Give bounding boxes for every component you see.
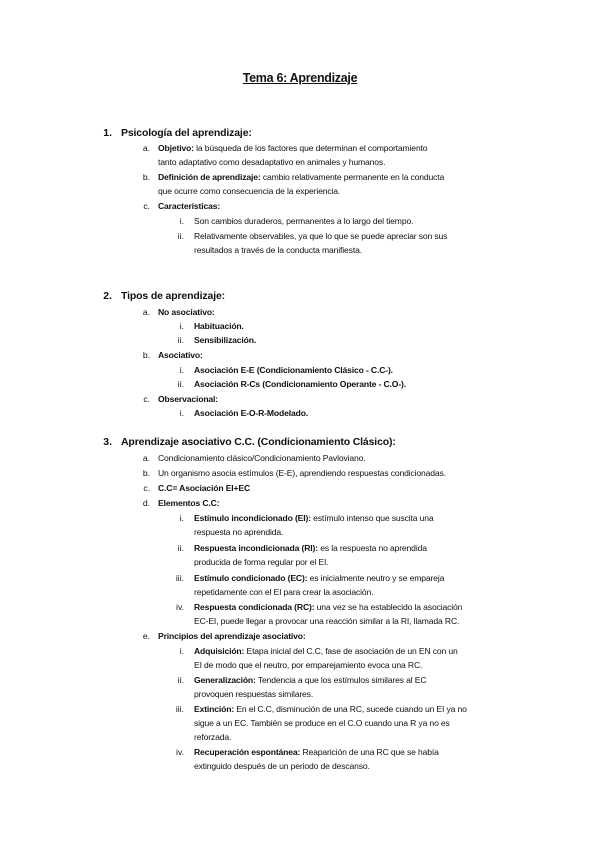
section-heading: Tipos de aprendizaje: [121,290,226,302]
section-number: 2. [103,290,112,302]
item-text: Reaparición de una RC que se había [300,747,439,757]
item-text: es la respuesta no aprendida [317,543,427,553]
list-marker: i. [179,646,184,656]
list-item [194,571,444,585]
item-text: cambio relativamente permanente en la conducta [260,172,445,182]
section-heading: Aprendizaje asociativo C.C. (Condicionamiento Clásico): [121,436,396,448]
item-text: EI de modo que el neutro, por emparejamiento evoca una RC. [194,660,423,670]
list-marker: ii. [177,379,184,389]
list-marker: c. [143,201,150,211]
list-item [158,170,444,184]
list-marker: ii. [177,335,184,345]
list-item [194,644,458,658]
list-marker: ii. [177,675,184,685]
list-marker: i. [179,321,184,331]
item-text: Habituación. [194,321,244,331]
section-number: 3. [103,436,112,448]
item-label: Asociativo: [158,350,203,360]
item-label: Observacional: [158,394,218,404]
item-label: Adquisición: [194,646,245,656]
item-text: respuesta no aprendida. [194,527,284,537]
item-text: Condicionamiento clásico/Condicionamiento Pavloviano. [158,453,366,463]
section-number: 1. [103,127,112,139]
list-marker: c. [143,483,150,493]
item-text: es inicialmente neutro y se empareja [307,573,445,583]
list-marker: i. [179,408,184,418]
item-label: Estímulo incondicionado (EI): [194,513,311,523]
item-text: Sensibilización. [194,335,257,345]
item-text: Etapa inicial del C.C, fase de asociación de un EN con un [244,646,458,656]
item-text: Asociación E-O-R-Modelado. [194,408,309,418]
item-text: la búsqueda de los factores que determinan el comportamiento [193,143,428,153]
item-text: provoquen respuestas similares. [194,689,314,699]
list-marker: b. [142,350,150,360]
list-marker: a. [142,143,150,153]
list-marker: ii. [177,231,184,241]
list-item [194,745,439,759]
list-marker: iii. [175,573,184,583]
list-marker: iv. [176,602,184,612]
item-text: Tendencia a que los estímulos similares al EC [255,675,427,685]
item-text: una vez se ha establecido la asociación [314,602,463,612]
item-text: reforzada. [194,732,232,742]
item-text: resultados a través de la conducta manifiesta. [194,245,362,255]
list-marker: e. [142,631,150,641]
item-text: Un organismo asocia estímulos (E-E), aprendiendo respuestas condicionadas. [158,468,446,478]
list-marker: ii. [177,543,184,553]
item-text: tanto adaptativo como desadaptativo en animales y humanos. [158,157,386,167]
item-label: Definición de aprendizaje: [158,172,261,182]
item-label: Estímulo condicionado (EC): [194,573,308,583]
list-marker: a. [142,453,150,463]
item-text: producida de forma regular por el EI. [194,557,329,567]
item-label: No asociativo: [158,307,215,317]
list-marker: iii. [175,704,184,714]
list-marker: i. [179,365,184,375]
item-text: Son cambios duraderos, permanentes a lo largo del tiempo. [194,216,414,226]
item-text: Asociación E-E (Condicionamiento Clásico - C.C-). [194,365,393,375]
item-label: Características: [158,201,221,211]
item-label: Objetivo: [158,143,194,153]
item-text: Asociación R-Cs (Condicionamiento Operante - C.O-). [194,379,406,389]
item-text: En el C.C, disminución de una RC, sucede cuando un EI ya no [234,704,467,714]
list-marker: iv. [176,747,184,757]
item-text: repetidamente con el EI para crear la asociación. [194,587,374,597]
list-item [194,600,462,614]
list-marker: b. [142,172,150,182]
item-label: Respuesta incondicionada (RI): [194,543,318,553]
item-label: Extinción: [194,704,235,714]
item-text: que ocurre como consecuencia de la experiencia. [158,186,341,196]
item-label: Respuesta condicionada (RC): [194,602,315,612]
item-text: Relativamente observables, ya que lo que se puede apreciar son sus [194,231,448,241]
list-marker: d. [142,498,150,508]
list-item [194,541,427,555]
page-title: Tema 6: Aprendizaje [242,71,358,85]
list-item [194,511,434,525]
item-text: extinguido después de un periodo de descanso. [194,761,370,771]
section-heading: Psicología del aprendizaje: [121,127,252,139]
list-item [158,141,427,155]
item-label: Principios del aprendizaje asociativo: [158,631,306,641]
list-marker: i. [179,216,184,226]
list-marker: i. [179,513,184,523]
item-text: sigue a un EC. También se produce en el C.O cuando una R ya no es [194,718,450,728]
item-label: Generalización: [194,675,256,685]
list-item [194,673,426,687]
item-label: Elementos C.C: [158,498,220,508]
item-text: EC-EI, puede llegar a provocar una reacción similar a la RI, llamada RC. [194,616,460,626]
list-marker: c. [143,394,150,404]
list-marker: b. [142,468,150,478]
list-item [194,702,467,716]
item-text: estímulo intenso que suscita una [310,513,434,523]
list-marker: a. [142,307,150,317]
item-label: Recuperación espontánea: [194,747,301,757]
item-text: C.C= Asociación EI+EC [158,483,251,493]
